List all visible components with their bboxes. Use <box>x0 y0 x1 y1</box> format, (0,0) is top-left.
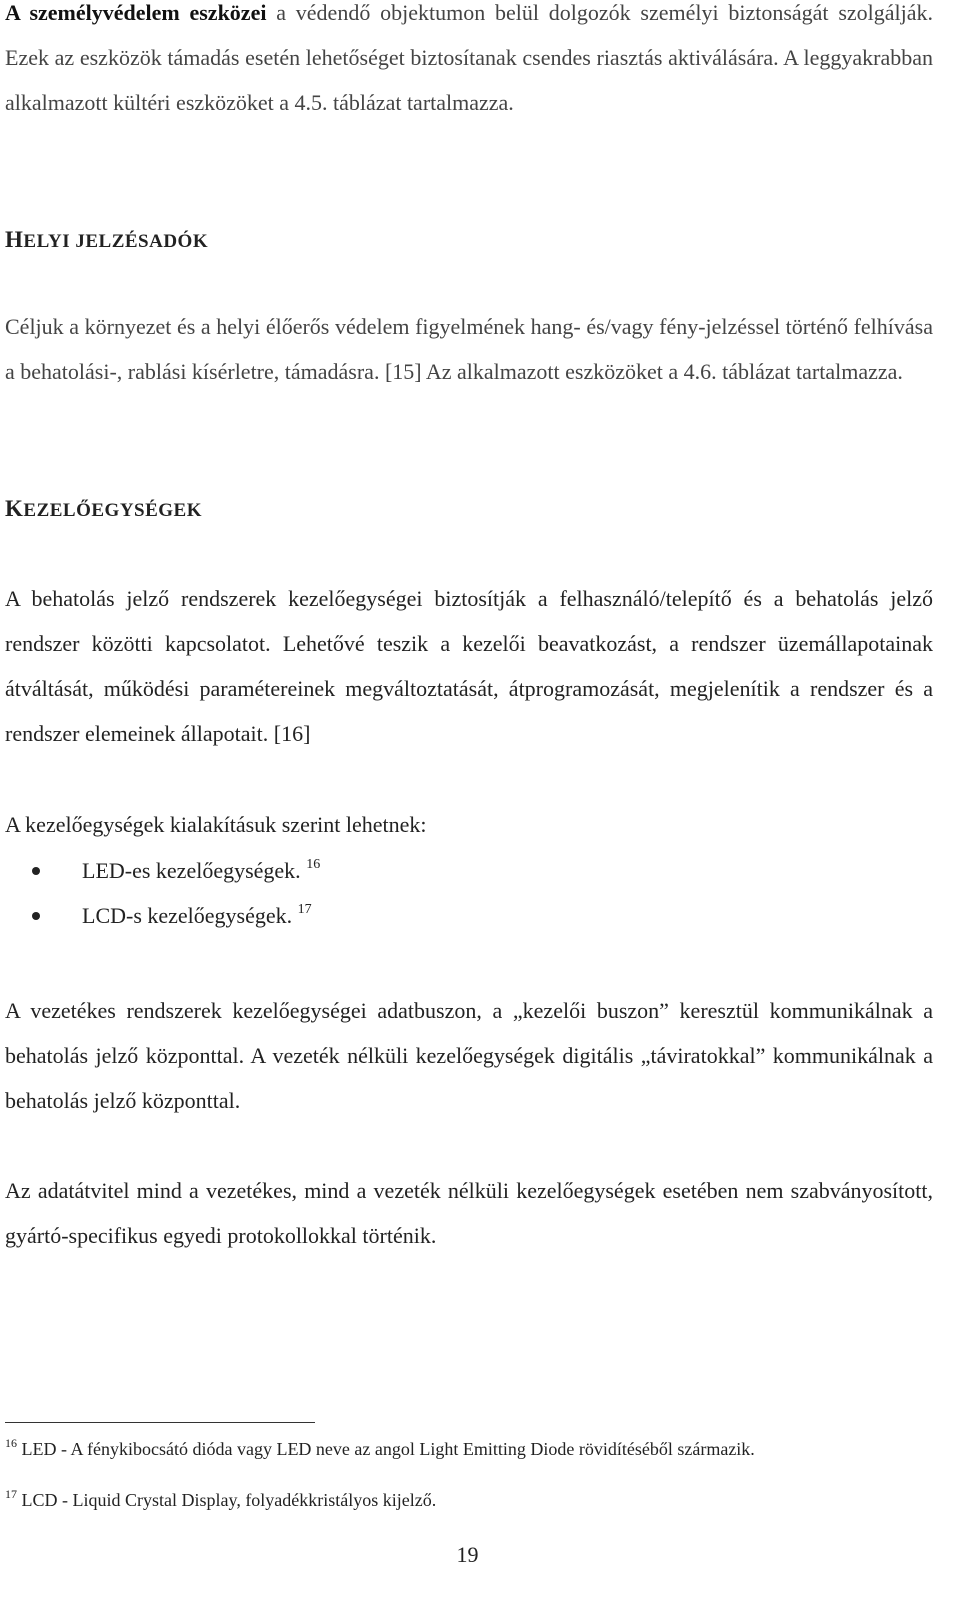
list-intro: A kezelőegységek kialakításuk szerint lehetnek: <box>5 812 427 837</box>
footnote-number: 17 <box>5 1487 17 1501</box>
bullet-icon <box>32 912 40 920</box>
intro-paragraph <box>5 0 933 125</box>
footnote-separator <box>5 1422 315 1423</box>
section1-paragraph: Céljuk a környezet és a helyi élőerős védelem figyelmének hang- és/vagy fény-jelzéssel történő felhívása a behatolási-, rablási kísérletre, támadásra. [15] Az alkalmazott eszközöket a 4.6. táblázat tartalmazza. <box>5 314 933 384</box>
footnote-ref: 16 <box>306 857 321 872</box>
controller-type-list <box>5 848 933 938</box>
heading-rest: ELYI JELZÉSADÓK <box>23 231 209 252</box>
footnote-ref: 17 <box>297 902 312 917</box>
section2-paragraph3: Az adatátvitel mind a vezetékes, mind a vezeték nélküli kezelőegységek esetében nem szabványosított, gyártó-specifikus egyedi protokollokkal történik. <box>5 1178 933 1248</box>
footnote-text: LED - A fénykibocsátó dióda vagy LED neve az angol Light Emitting Diode rövidítéséből származik. <box>17 1439 755 1459</box>
list-item-text: LCD-s kezelőegységek. <box>82 903 293 928</box>
footnote-17 <box>5 1488 436 1512</box>
section2-paragraph2: A vezetékes rendszerek kezelőegységei adatbuszon, a „kezelői buszon” keresztül kommunikálnak a behatolás jelző központtal. A vezeték nélküli kezelőegységek digitális „táviratokkal” kommunikálnak a behatolás jelző központtal. <box>5 998 933 1113</box>
footnote-16 <box>5 1437 755 1461</box>
page-number: 19 <box>456 1542 479 1567</box>
list-item <box>5 848 933 893</box>
heading-rest: EZELŐEGYSÉGEK <box>23 500 203 521</box>
section2-paragraph1: A behatolás jelző rendszerek kezelőegységei biztosítják a felhasználó/telepítő és a behatolás jelző rendszer közötti kapcsolatot. Lehetővé teszik a kezelői beavatkozást, a rendszer üzemállapotainak átváltását, működési paramétereinek megváltoztatását, átprogramozását, megjelenítik a rendszer és a rendszer elemeinek állapotait. [16] <box>5 586 933 746</box>
bullet-icon <box>32 867 40 875</box>
list-item-text: LED-es kezelőegységek. <box>82 858 301 883</box>
heading-initial: K <box>5 496 24 521</box>
footnote-text: LCD - Liquid Crystal Display, folyadékkristályos kijelző. <box>17 1490 437 1510</box>
intro-bold-term: A személyvédelem eszközei <box>5 0 267 25</box>
list-item <box>5 893 933 938</box>
footnote-number: 16 <box>5 1436 17 1450</box>
intro-text: a védendő objektumon belül dolgozók személyi biztonságát szolgálják. Ezek az eszközök támadás esetén lehetőséget biztosítanak csendes riasztás aktiválására. A leggyakrabban alkalmazott kültéri eszközöket a 4.5. táblázat tartalmazza. <box>5 0 934 115</box>
section-heading-helyi-jelzesadok <box>5 226 208 256</box>
section-heading-kezeloegysegek <box>5 495 202 525</box>
heading-initial: H <box>5 227 24 252</box>
